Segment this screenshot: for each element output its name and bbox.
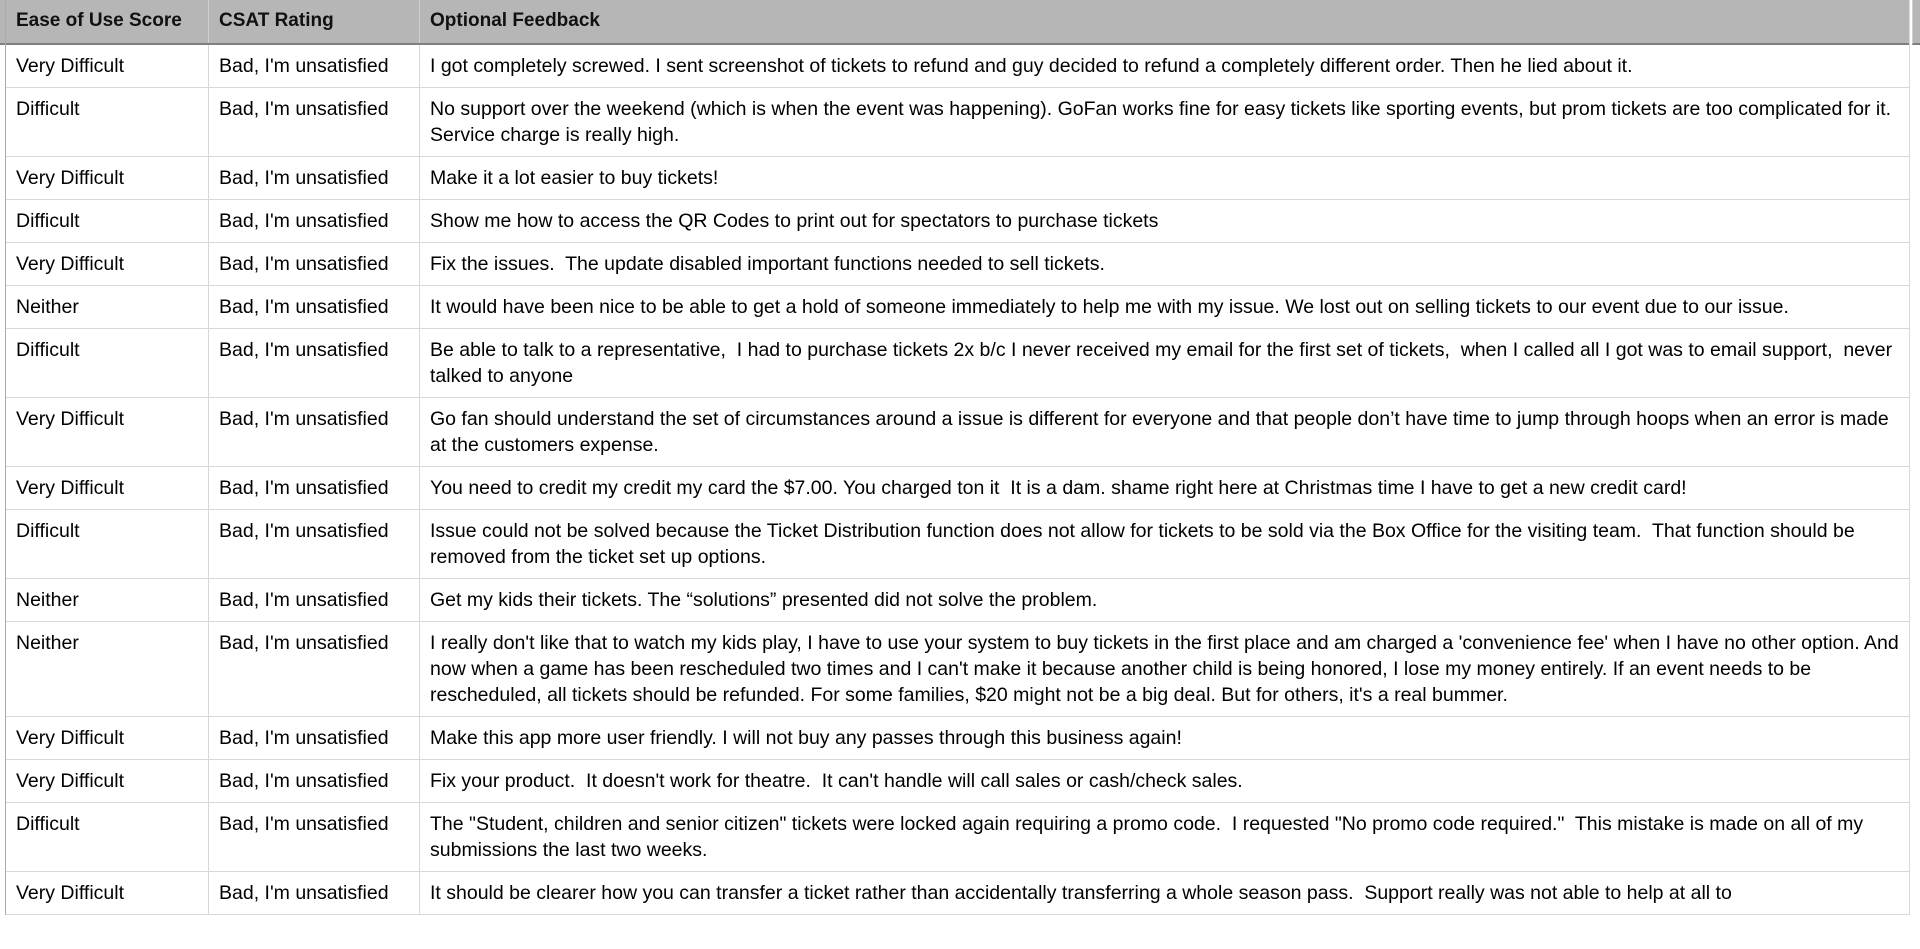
feedback-cell[interactable]: I really don't like that to watch my kids play, I have to use your system to buy tickets in the first place and am charged a 'convenience fee' when I have no other option. And now when a game has been rescheduled two times and I can't make it because another child is being honored, I lose my money entirely. If an event needs to be rescheduled, all tickets should be refunded. For some families, $20 might not be a big deal. But for others, it's a real bummer.	[419, 622, 1909, 716]
csat-rating-cell[interactable]: Bad, I'm unsatisfied	[208, 467, 419, 509]
feedback-cell[interactable]: The "Student, children and senior citizen" tickets were locked again requiring a promo code. I requested "No promo code required." This mistake is made on all of my submissions the last two weeks.	[419, 803, 1909, 871]
table-row	[6, 329, 1909, 398]
table-row	[6, 760, 1909, 803]
table-row	[6, 579, 1909, 622]
table-row	[6, 200, 1909, 243]
ease-of-use-cell[interactable]: Very Difficult	[16, 167, 125, 189]
ease-of-use-cell[interactable]: Difficult	[16, 98, 80, 120]
table-row	[6, 622, 1909, 717]
feedback-cell[interactable]: Make this app more user friendly. I will not buy any passes through this business again!	[419, 717, 1909, 759]
table-row	[6, 88, 1909, 157]
csat-rating-cell[interactable]: Bad, I'm unsatisfied	[208, 717, 419, 759]
ease-of-use-cell[interactable]: Difficult	[16, 339, 80, 361]
feedback-cell[interactable]: Be able to talk to a representative, I had to purchase tickets 2x b/c I never received my email for the first set of tickets, when I called all I got was to email support, never talked to anyone	[419, 329, 1909, 397]
table-row	[6, 510, 1909, 579]
ease-of-use-cell[interactable]: Difficult	[16, 813, 80, 835]
csat-rating-cell[interactable]: Bad, I'm unsatisfied	[208, 510, 419, 578]
csat-rating-cell[interactable]: Bad, I'm unsatisfied	[208, 45, 419, 87]
csat-rating-cell[interactable]: Bad, I'm unsatisfied	[208, 200, 419, 242]
table-row	[6, 286, 1909, 329]
header-right-clipped-column	[1912, 0, 1920, 45]
table-row	[6, 872, 1909, 915]
ease-of-use-cell[interactable]: Difficult	[16, 210, 80, 232]
feedback-cell[interactable]: It should be clearer how you can transfer a ticket rather than accidentally transferring a whole season pass. Support really was not able to help at all to	[419, 872, 1909, 914]
csat-rating-cell[interactable]: Bad, I'm unsatisfied	[208, 803, 419, 871]
csat-rating-cell[interactable]: Bad, I'm unsatisfied	[208, 760, 419, 802]
ease-of-use-cell[interactable]: Very Difficult	[16, 253, 125, 275]
ease-of-use-cell[interactable]: Very Difficult	[16, 55, 125, 77]
ease-of-use-cell[interactable]: Very Difficult	[16, 408, 125, 430]
feedback-cell[interactable]: I got completely screwed. I sent screenshot of tickets to refund and guy decided to refund a completely different order. Then he lied about it.	[419, 45, 1909, 87]
ease-of-use-cell[interactable]: Very Difficult	[16, 727, 125, 749]
ease-of-use-cell[interactable]: Very Difficult	[16, 770, 125, 792]
feedback-table	[5, 0, 1910, 915]
csat-rating-cell[interactable]: Bad, I'm unsatisfied	[208, 872, 419, 914]
feedback-cell[interactable]: Issue could not be solved because the Ticket Distribution function does not allow for tickets to be sold via the Box Office for the visiting team. That function should be removed from the ticket set up options.	[419, 510, 1909, 578]
column-header-csat-rating[interactable]: CSAT Rating	[208, 0, 419, 43]
ease-of-use-cell[interactable]: Neither	[16, 632, 79, 654]
ease-of-use-cell[interactable]: Difficult	[16, 520, 80, 542]
column-header-optional-feedback[interactable]: Optional Feedback	[419, 0, 1909, 43]
feedback-cell[interactable]: Show me how to access the QR Codes to print out for spectators to purchase tickets	[419, 200, 1909, 242]
csat-rating-cell[interactable]: Bad, I'm unsatisfied	[208, 579, 419, 621]
feedback-cell[interactable]: Fix your product. It doesn't work for theatre. It can't handle will call sales or cash/check sales.	[419, 760, 1909, 802]
csat-rating-cell[interactable]: Bad, I'm unsatisfied	[208, 398, 419, 466]
table-row	[6, 157, 1909, 200]
csat-rating-cell[interactable]: Bad, I'm unsatisfied	[208, 622, 419, 716]
table-row	[6, 467, 1909, 510]
feedback-cell[interactable]: Make it a lot easier to buy tickets!	[419, 157, 1909, 199]
table-row	[6, 45, 1909, 88]
csat-rating-cell[interactable]: Bad, I'm unsatisfied	[208, 243, 419, 285]
table-row	[6, 717, 1909, 760]
ease-of-use-cell[interactable]: Very Difficult	[16, 477, 125, 499]
table-row	[6, 803, 1909, 872]
csat-rating-cell[interactable]: Bad, I'm unsatisfied	[208, 88, 419, 156]
ease-of-use-cell[interactable]: Very Difficult	[16, 882, 125, 904]
ease-of-use-cell[interactable]: Neither	[16, 296, 79, 318]
feedback-cell[interactable]: Go fan should understand the set of circumstances around a issue is different for everyone and that people don’t have time to jump through hoops when an error is made at the customers expense.	[419, 398, 1909, 466]
csat-rating-cell[interactable]: Bad, I'm unsatisfied	[208, 157, 419, 199]
feedback-cell[interactable]: Fix the issues. The update disabled important functions needed to sell tickets.	[419, 243, 1909, 285]
csat-rating-cell[interactable]: Bad, I'm unsatisfied	[208, 286, 419, 328]
csat-rating-cell[interactable]: Bad, I'm unsatisfied	[208, 329, 419, 397]
column-header-ease-of-use-score[interactable]: Ease of Use Score	[16, 10, 182, 31]
feedback-cell[interactable]: No support over the weekend (which is when the event was happening). GoFan works fine for easy tickets like sporting events, but prom tickets are too complicated for it. Service charge is really high.	[419, 88, 1909, 156]
table-header-row	[6, 0, 1909, 45]
table-row	[6, 398, 1909, 467]
table-row	[6, 243, 1909, 286]
feedback-cell[interactable]: You need to credit my credit my card the $7.00. You charged ton it It is a dam. shame right here at Christmas time I have to get a new credit card!	[419, 467, 1909, 509]
feedback-cell[interactable]: Get my kids their tickets. The “solutions” presented did not solve the problem.	[419, 579, 1909, 621]
feedback-cell[interactable]: It would have been nice to be able to get a hold of someone immediately to help me with my issue. We lost out on selling tickets to our event due to our issue.	[419, 286, 1909, 328]
ease-of-use-cell[interactable]: Neither	[16, 589, 79, 611]
table-body	[6, 45, 1909, 915]
